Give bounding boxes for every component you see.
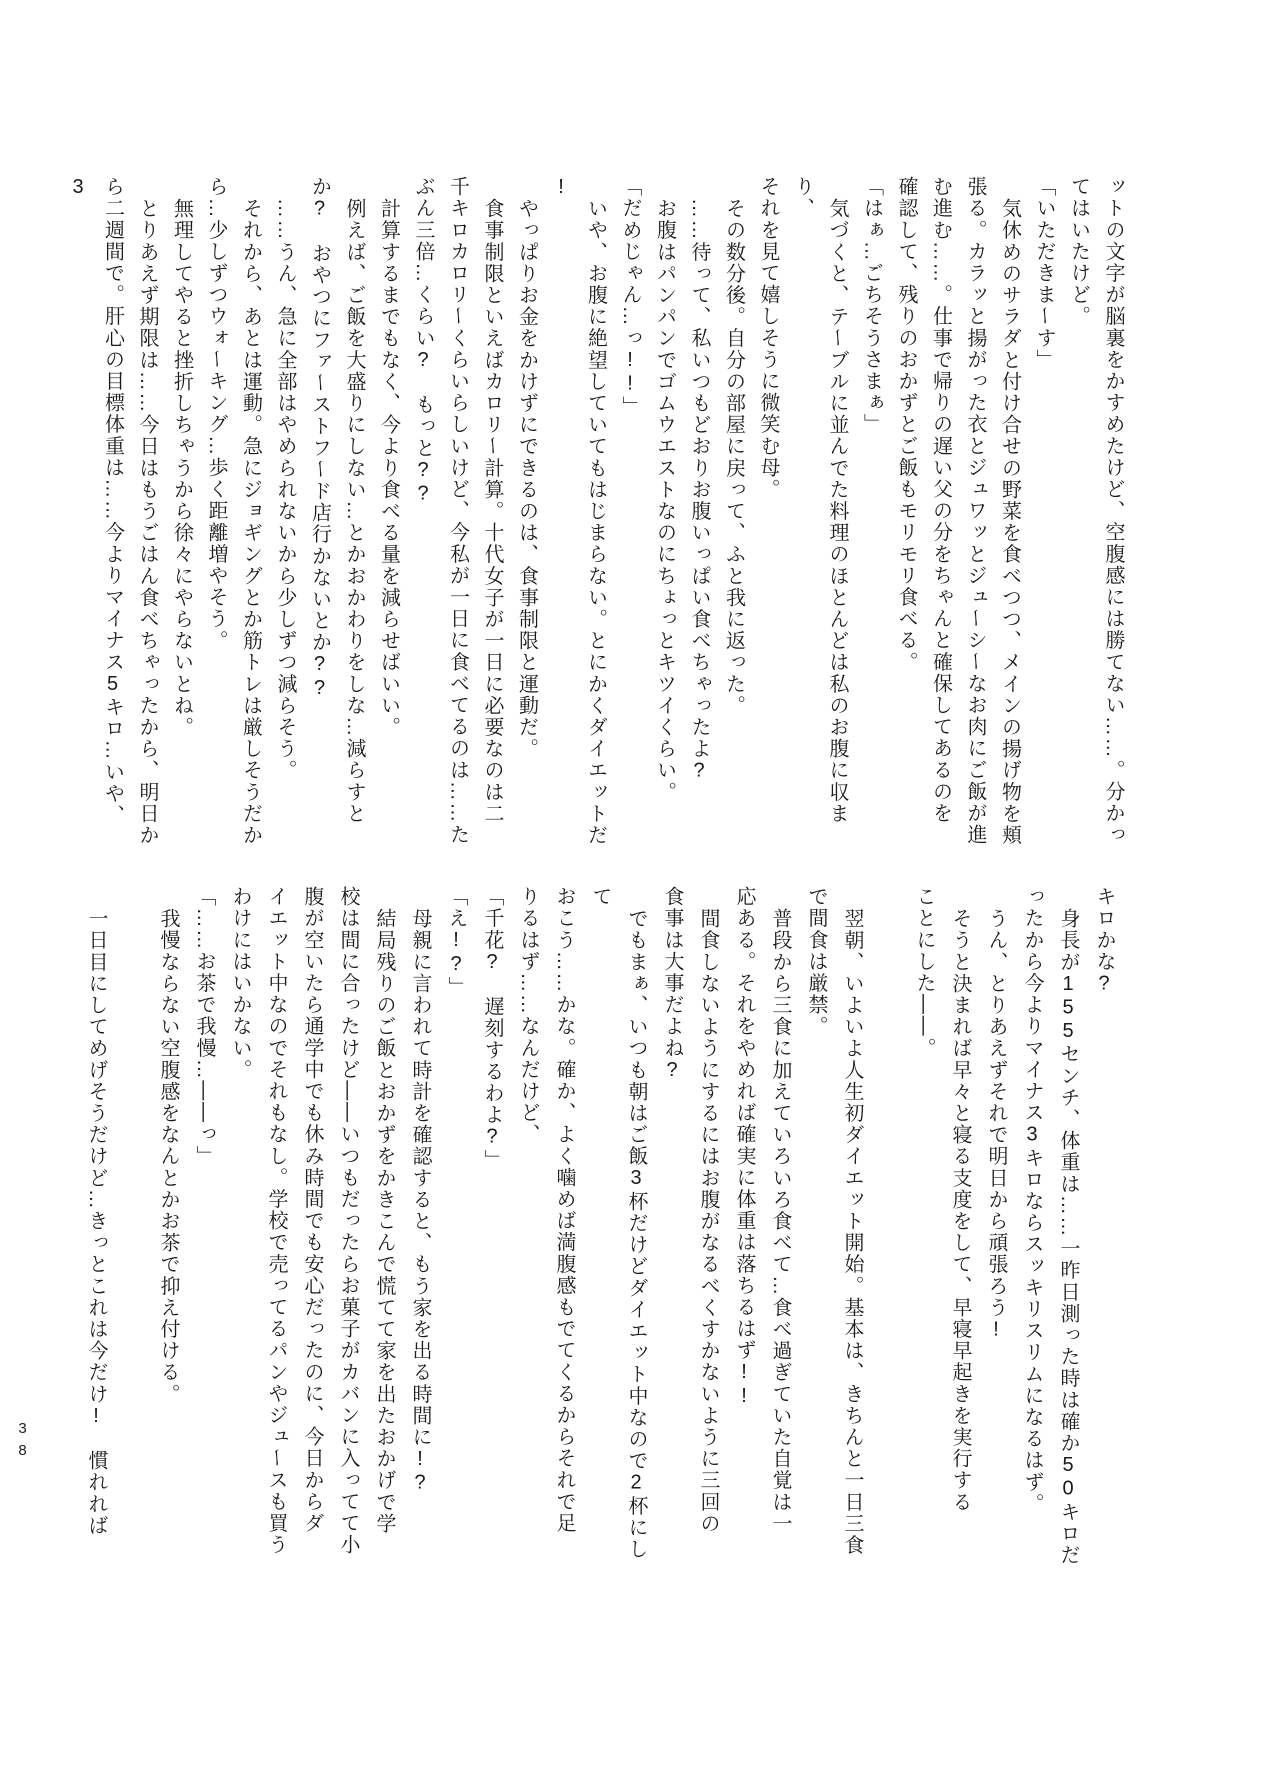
text-line: うん、とりあえずそれで明日から頑張ろう! <box>985 908 1007 1342</box>
text-line: 気づくと、テーブルに並んでた料理のほとんどは私のお腹に収まり、 <box>791 176 848 825</box>
text-line: キロかな? <box>1093 886 1115 996</box>
text-line: 無理してやると挫折しちゃうから徐々にやらないとね。 <box>170 198 193 738</box>
text-line: おこう……かな。確か、よく噛めば満腹感もでてくるからそれで足 <box>553 886 575 1535</box>
text-line: ……うん、急に全部はやめられないから少しずつ減らそう。 <box>274 198 296 782</box>
text-line: 翌朝、いよいよ人生初ダイエット開始。基本は、きちんと一日三食 <box>841 908 863 1556</box>
text-line: 校は間に合ったけど――いつもだったらお菓子がカバンに入ってて小 <box>337 886 359 1556</box>
text-line: で間食は厳禁。 <box>805 886 827 1038</box>
text-line: 食事制限といえばカロリー計算。十代女子が一日に必要なのは二 <box>481 198 503 825</box>
text-line: そうと決まれば早々と寝る支度をして、早寝早起きを実行する <box>949 908 971 1513</box>
text-line: それを見て嬉しそうに微笑む母。 <box>757 176 779 500</box>
text-line: わけにはいかない。 <box>229 886 251 1081</box>
text-line: 母親に言われて時計を確認すると、もう家を出る時間に!? <box>409 908 431 1496</box>
text-line: 我慢ならない空腹感をなんとかお茶で抑え付ける。 <box>157 908 179 1405</box>
text-line: む進む……。仕事で帰りの遅い父の分をちゃんと確保してあるのを <box>929 176 952 825</box>
text-line: ットの文字が脳裏をかすめたけど、空腹感には勝てない……。分かっ <box>1102 176 1124 846</box>
text-line: 「いただきまーす」 <box>1033 176 1055 371</box>
text-line: りるはず……なんだけど、 <box>517 886 539 1146</box>
text-line: その数分後。自分の部屋に戻って、ふと我に返った。 <box>722 198 745 717</box>
text-line: 食事は大事だよね? <box>661 886 683 1083</box>
text-line: 例えば、ご飯を大盛りにしない…とかおかわりをしな…減らすと <box>343 198 365 825</box>
text-line: てはいたけど。 <box>1067 176 1090 328</box>
text-line: ら…少しずつウォーキング…歩く距離増やそう。 <box>205 176 227 652</box>
text-line: ったから今よりマイナス3キロならスッキリスリムになるはず。 <box>1021 886 1043 1515</box>
text-line: 普段から三食に加えていろいろ食べて…食べ過ぎていた自覚は一 <box>769 908 791 1535</box>
text-line <box>114 886 150 1578</box>
top-text-block <box>61 176 1131 846</box>
text-line: 気休めのサラダと付け合せの野菜を食べつつ、メインの揚げ物を頬 <box>998 198 1021 846</box>
text-line: 結局残りのご飯とおかずをかきこんで慌てて家を出たおかげで学 <box>373 908 395 1535</box>
text-line: ぶん三倍…くらい? もっと?? <box>412 176 434 507</box>
bottom-text-block <box>78 886 1122 1578</box>
text-line: 一日目にしてめげそうだけど…きっとこれは今だけ! 慣れれば <box>85 908 107 1537</box>
text-line: やっぱりお金をかけずにできるのは、食事制限と運動だ。 <box>515 198 538 760</box>
text-line: ……待って、私いつもどおりお腹いっぱい食べちゃったよ? <box>688 198 710 784</box>
text-line: ことにした――。 <box>913 886 935 1059</box>
text-line: お腹はパンパンでゴムウエストなのにちょっとキツイくらい。 <box>653 198 676 803</box>
text-line: 張る。カラッと揚がった衣とジュワッとジューシーなお肉にご飯が進 <box>964 176 986 846</box>
text-line: 応ある。それをやめれば確実に体重は落ちるはず!! <box>733 886 755 1409</box>
text-line: ら二週間で。肝心の目標体重は……今よりマイナス5キロ…いや、3 <box>67 176 124 827</box>
text-line: 腹が空いたら通学中でも休み時間でも安心だったのに、今日からダ <box>301 886 323 1534</box>
page-number: 38 <box>14 1420 31 1464</box>
text-line: 「はぁ…ごちそうさまぁ」 <box>860 176 883 436</box>
text-line: とりあえず期限は……今日はもうごはん食べちゃったから、明日か <box>136 198 158 847</box>
text-line: イエット中なのでそれもなし。学校で売ってるパンやジュースも買う <box>265 886 287 1556</box>
text-line: 「千花? 遅刻するわよ?」 <box>481 886 503 1171</box>
text-line: 「……お茶で我慢…――っ」 <box>193 886 215 1167</box>
text-line: 「だめじゃん…っ!!」 <box>619 176 641 418</box>
text-line: か? おやつにファーストフード店行かないとか?? <box>308 176 331 701</box>
text-line: それから、あとは運動。急にジョギングとか筋トレは厳しそうだか <box>239 198 262 846</box>
text-line: でもまぁ、いつも朝はご飯3杯だけどダイエット中なので2杯にして <box>589 886 647 1560</box>
text-line: 間食しないようにするにはお腹がなるべくすかないように三回の <box>697 908 719 1535</box>
text-line: 身長が155センチ、体重は……一昨日測った時は確か50キロだ <box>1057 908 1079 1567</box>
text-line: 計算するまでもなく、今より食べる量を減らせばいい。 <box>377 198 400 738</box>
text-line: 「え!?」 <box>445 886 467 998</box>
text-line <box>870 886 906 1578</box>
text-line: いや、お腹に絶望していてもはじまらない。とにかくダイエットだ! <box>550 176 607 846</box>
text-line: 千キロカロリーくらいらしいけど、今私が一日に食べてるのは……た <box>446 176 469 846</box>
text-line: 確認して、残りのおかずとご飯もモリモリ食べる。 <box>895 176 917 673</box>
